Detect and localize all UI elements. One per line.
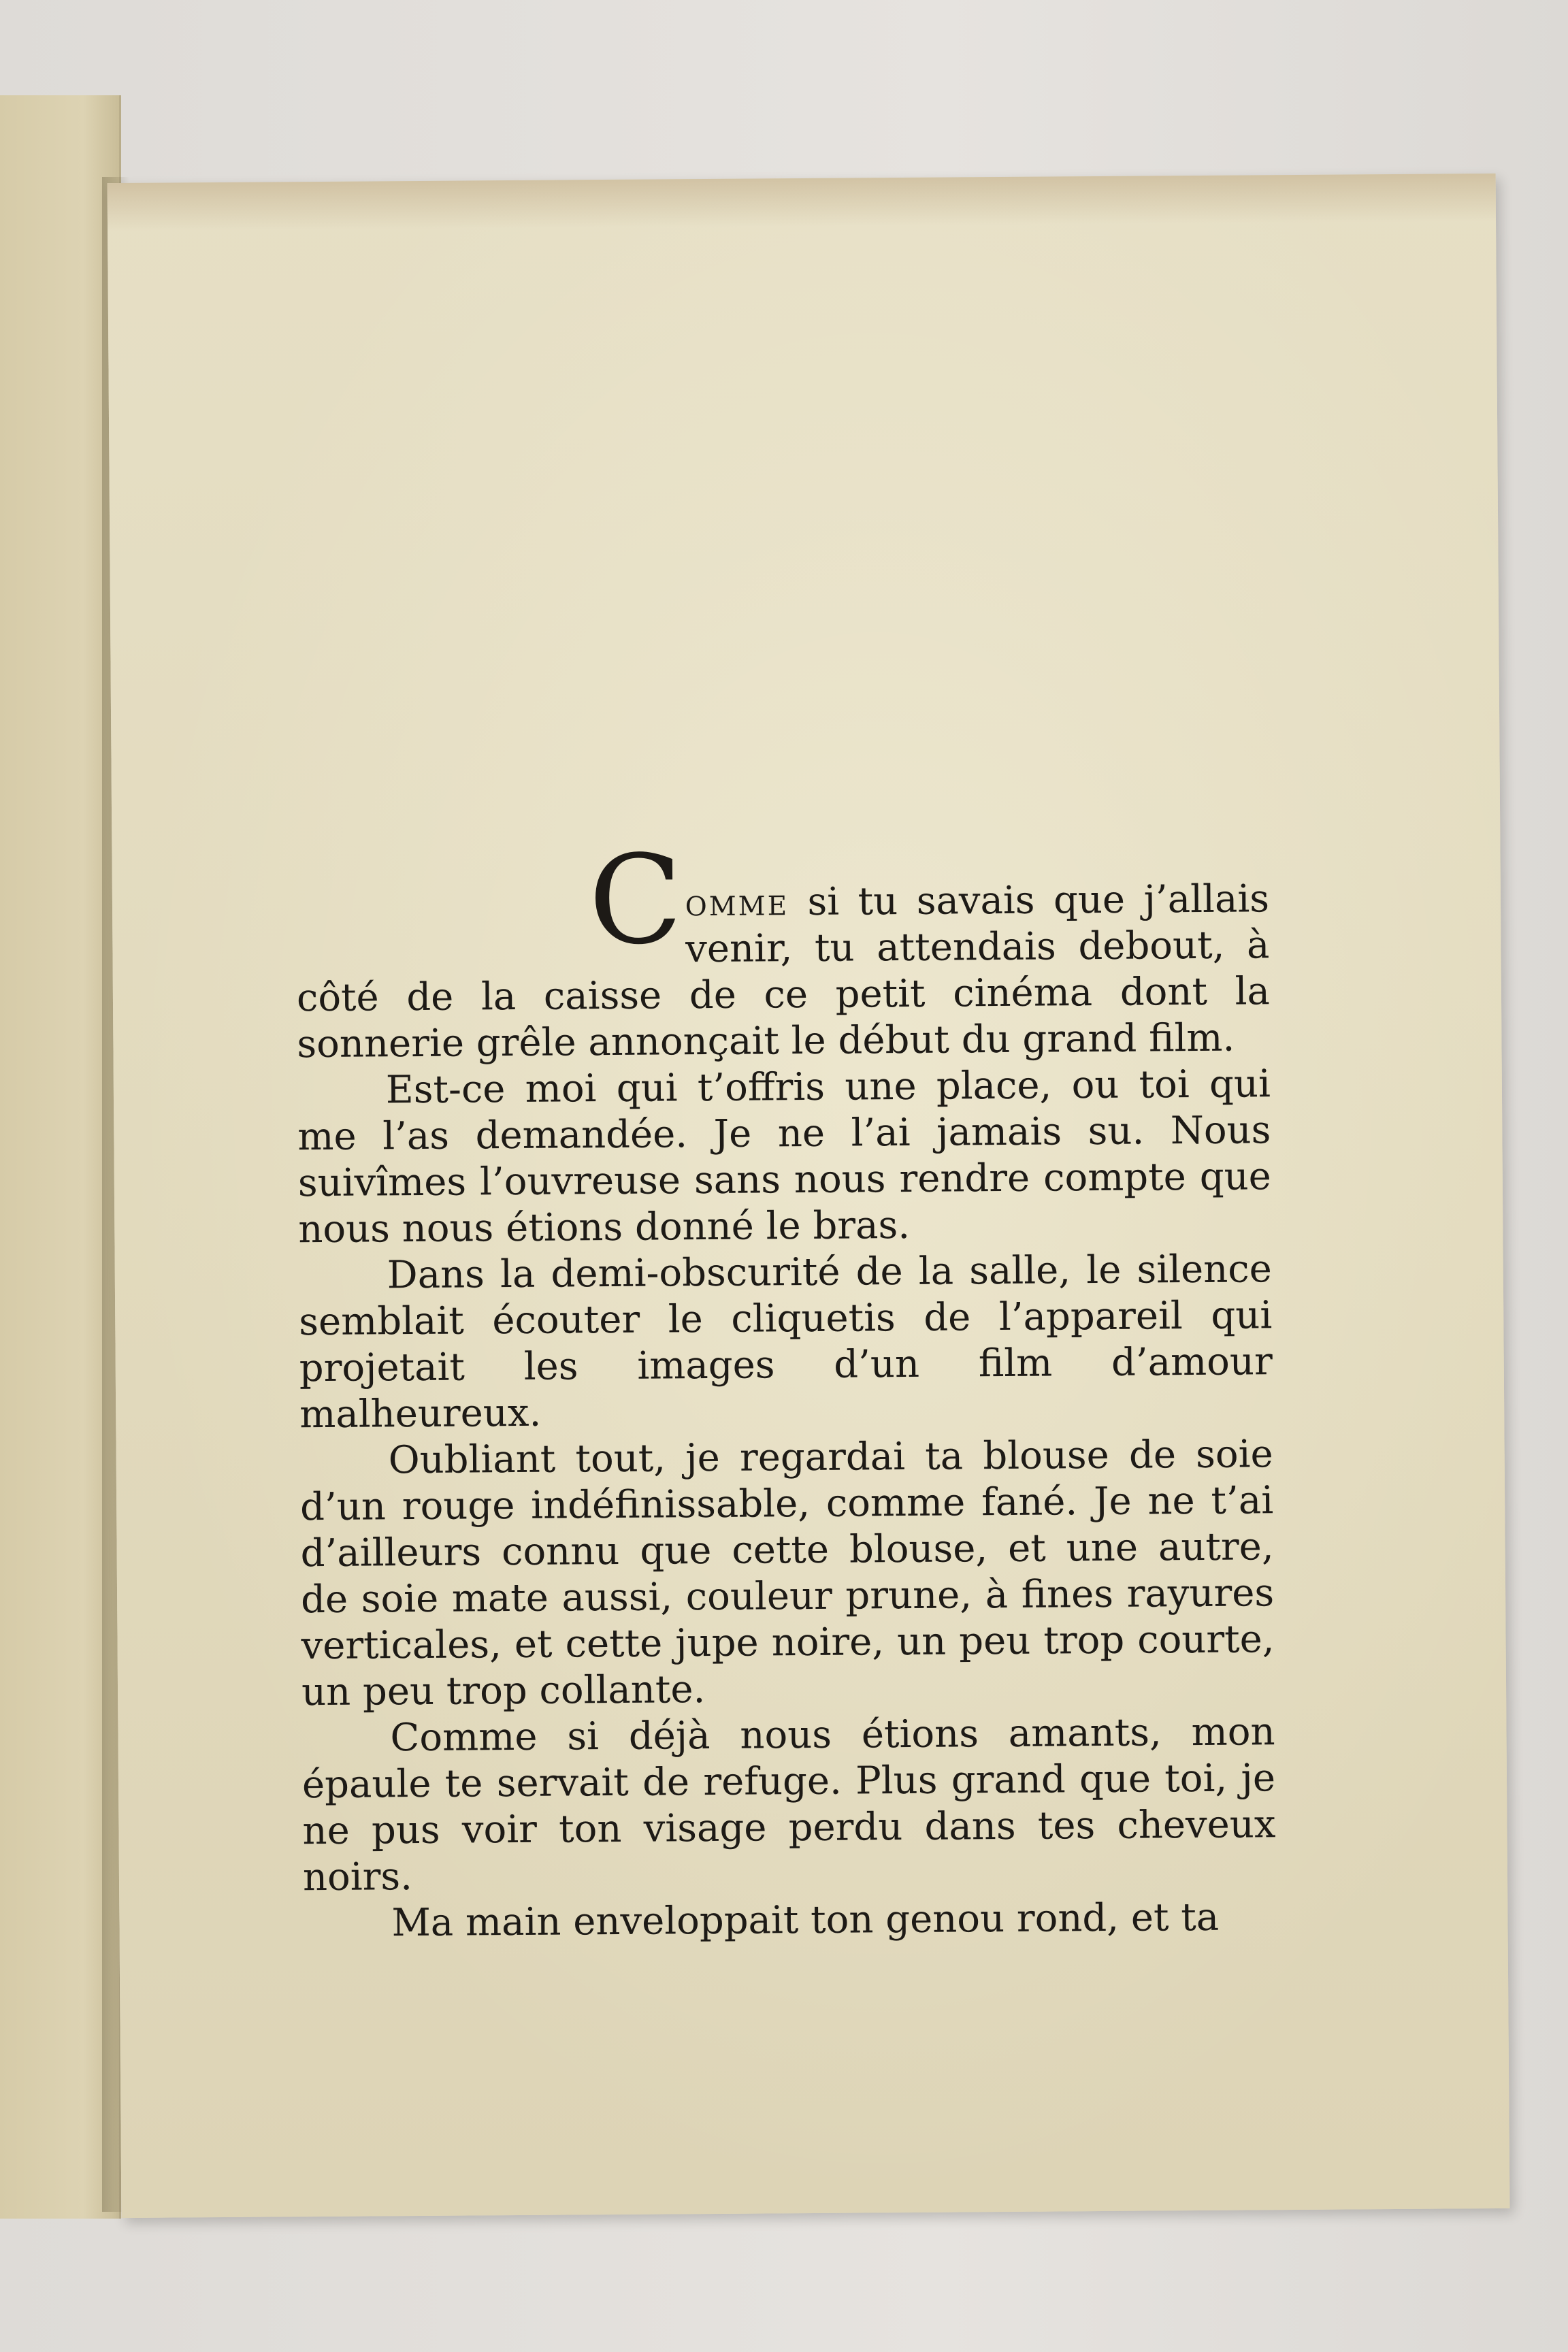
paragraph-4: Oubliant tout, je regardai ta blouse de soie d’un rouge indéfinissable, comme fané. Je ne t’ai d’ailleurs connu que cette blouse, et une autre, de soie mate aussi, couleur prune, à fines rayures verticales, et cette jupe noire, un peu trop courte, un peu trop collante. [299, 1432, 1275, 1715]
paragraph-5: Comme si déjà nous étions amants, mon épaule te servait de refuge. Plus grand que toi, je ne pus voir ton visage perdu dans tes cheveux noirs. [301, 1710, 1276, 1900]
paragraph-3: Dans la demi-obscurité de la salle, le silence semblait écouter le cliquetis de l’appareil qui projetait les images d’un film d’amour malheureux. [299, 1247, 1273, 1437]
book-page [108, 174, 1510, 2218]
paragraph-1-text: si tu savais que j’allais venir, tu attendais debout, à côté de la caisse de ce petit cinéma dont la sonnerie grêle annonçait le début du grand film. [296, 877, 1271, 1067]
paragraph-6: Ma main enveloppait ton genou rond, et ta [391, 1895, 1220, 1946]
drop-cap: C [588, 829, 683, 973]
lead-word-smallcaps: omme [685, 880, 789, 926]
paragraph-2: Est-ce moi qui t’offris une place, ou toi qui me l’as demandée. Je ne l’ai jamais su. Nous suivîmes l’ouvreuse sans nous rendre compte que nous nous étions donné le bras. [297, 1062, 1272, 1252]
paragraph-1 [296, 829, 1271, 1068]
body-text [296, 829, 1277, 1947]
page-top-edge [108, 174, 1496, 231]
